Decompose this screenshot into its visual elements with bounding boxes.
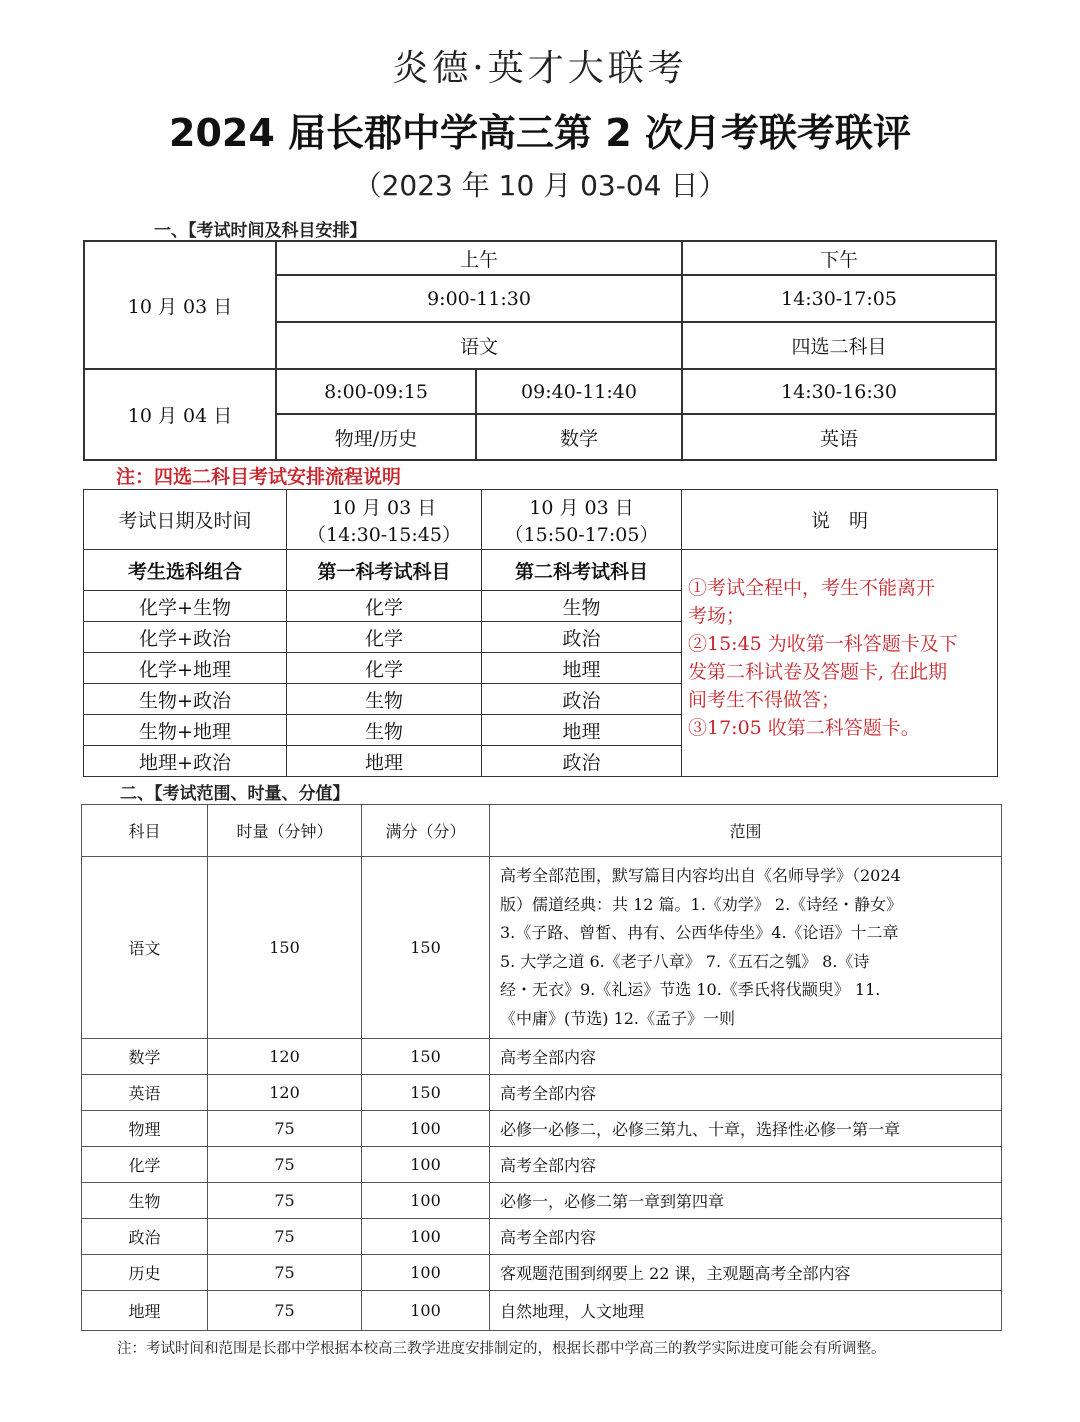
slot1-time: （14:30-15:45） [307,523,461,546]
first-subject-cell: 化学 [287,591,482,622]
combo-header: 考生选科组合 [84,550,287,591]
subject-cell: 历史 [82,1255,208,1291]
exam-date-range: （2023 年 10 月 03-04 日） [353,169,727,202]
explain-line: 间考生不得做答； [688,689,841,711]
explain-header: 说 明 [682,490,998,550]
range-cell: 客观题范围到纲要上 22 课，主观题高考全部内容 [490,1255,1002,1291]
range-cell: 高考全部内容 [490,1075,1002,1111]
section2-heading: 二、【考试范围、时量、分值】 [120,784,350,804]
second-subject-cell: 政治 [482,684,682,715]
day2-am-time2: 09:40-11:40 [476,369,682,414]
morning-header: 上午 [276,241,682,275]
range-cell: 高考全部内容 [490,1219,1002,1255]
range-cell: 自然地理，人文地理 [490,1291,1002,1331]
full-score-cell: 100 [362,1147,490,1183]
explain-line: ②15:45 为收第一科答题卡及下 [688,633,958,655]
day2-pm-subject: 英语 [682,414,996,460]
range-line: 5. 大学之道 6.《老子八章》 7.《五石之瓠》 8.《诗 [500,951,870,971]
combo-cell: 生物+地理 [84,715,287,746]
day2-date: 10 月 04 日 [84,369,276,460]
footnote: 注：考试时间和范围是长郡中学根据本校高三教学进度安排制定的，根据长郡中学高三的教学实际进度可能会有所调整。 [117,1341,886,1357]
explain-notes [682,550,998,777]
day1-am-subject: 语文 [276,322,682,369]
first-subject-cell: 化学 [287,653,482,684]
full-score-cell: 150 [362,857,490,1039]
second-subject-cell: 生物 [482,591,682,622]
schedule-table [83,240,997,461]
explain-line: ①考试全程中，考生不能离开 [688,577,936,599]
chinese-range [490,857,1002,1039]
afternoon-header: 下午 [682,241,996,275]
exam-brand-banner: 炎德·英才大联考 [392,48,688,89]
combo-cell: 生物+政治 [84,684,287,715]
document-title: 2024 届长郡中学高三第 2 次月考联考联评 [169,111,911,155]
day1-pm-subject: 四选二科目 [682,322,996,369]
subject-cell: 生物 [82,1183,208,1219]
exam-scope-table [81,804,1002,1331]
slot2-date: 10 月 03 日 [529,496,634,519]
full-score-header: 满分（分） [362,805,490,857]
explain-line: 考场； [688,605,746,627]
full-score-cell: 100 [362,1255,490,1291]
first-subject-header: 第一科考试科目 [287,550,482,591]
day2-am-time1: 8:00-09:15 [276,369,476,414]
range-line: 《中庸》(节选) 12.《孟子》一则 [500,1008,736,1028]
combo-cell: 化学+地理 [84,653,287,684]
duration-cell: 75 [208,1255,362,1291]
elective-arrangement-table [83,489,998,777]
day1-date: 10 月 03 日 [84,241,276,369]
subject-cell: 英语 [82,1075,208,1111]
combo-cell: 化学+生物 [84,591,287,622]
full-score-cell: 100 [362,1291,490,1331]
range-line: 高考全部范围，默写篇目内容均出自《名师导学》（2024 [500,866,901,885]
first-subject-cell: 地理 [287,746,482,777]
range-cell: 高考全部内容 [490,1147,1002,1183]
day2-am-subject2: 数学 [476,414,682,460]
second-subject-header: 第二科考试科目 [482,550,682,591]
slot1-date: 10 月 03 日 [331,496,437,519]
subject-cell: 语文 [82,857,208,1039]
full-score-cell: 100 [362,1183,490,1219]
first-subject-cell: 生物 [287,684,482,715]
range-cell: 必修一，必修二第一章到第四章 [490,1183,1002,1219]
range-line: 版）儒道经典：共 12 篇。1.《劝学》 2.《诗经・静女》 [500,894,903,914]
day2-am-subject1: 物理/历史 [276,414,476,460]
full-score-cell: 100 [362,1219,490,1255]
second-subject-cell: 地理 [482,653,682,684]
range-header: 范围 [490,805,1002,857]
duration-cell: 120 [208,1039,362,1075]
section1-heading: 一、【考试时间及科目安排】 [154,221,367,241]
duration-cell: 150 [208,857,362,1039]
first-subject-cell: 生物 [287,715,482,746]
slot2-time: （15:50-17:05） [504,523,659,546]
day2-pm-time: 14:30-16:30 [682,369,996,414]
subject-cell: 地理 [82,1291,208,1331]
duration-header: 时量（分钟） [208,805,362,857]
second-subject-cell: 政治 [482,622,682,653]
slot2-cell [482,490,682,550]
duration-cell: 75 [208,1183,362,1219]
subject-cell: 政治 [82,1219,208,1255]
combo-cell: 化学+政治 [84,622,287,653]
explain-line: ③17:05 收第二科答题卡。 [688,717,920,739]
subject-cell: 化学 [82,1147,208,1183]
second-subject-cell: 政治 [482,746,682,777]
day1-pm-time: 14:30-17:05 [682,275,996,322]
elective-note-heading: 注：四选二科目考试安排流程说明 [116,466,402,488]
range-line: 3.《子路、曾皙、冉有、公西华侍坐》4.《论语》十二章 [500,923,899,942]
range-cell: 必修一必修二，必修三第九、十章，选择性必修一第一章 [490,1111,1002,1147]
first-subject-cell: 化学 [287,622,482,653]
slot1-cell [287,490,482,550]
second-subject-cell: 地理 [482,715,682,746]
range-cell: 高考全部内容 [490,1039,1002,1075]
date-time-label: 考试日期及时间 [84,490,287,550]
subject-header: 科目 [82,805,208,857]
full-score-cell: 100 [362,1111,490,1147]
combo-cell: 地理+政治 [84,746,287,777]
range-line: 经・无衣》9.《礼运》节选 10.《季氏将伐颛臾》 11. [500,980,881,999]
duration-cell: 75 [208,1147,362,1183]
duration-cell: 75 [208,1291,362,1331]
full-score-cell: 150 [362,1039,490,1075]
duration-cell: 120 [208,1075,362,1111]
full-score-cell: 150 [362,1075,490,1111]
subject-cell: 物理 [82,1111,208,1147]
duration-cell: 75 [208,1219,362,1255]
explain-line: 发第二科试卷及答题卡, 在此期 [688,661,948,683]
duration-cell: 75 [208,1111,362,1147]
subject-cell: 数学 [82,1039,208,1075]
day1-am-time: 9:00-11:30 [276,275,682,322]
